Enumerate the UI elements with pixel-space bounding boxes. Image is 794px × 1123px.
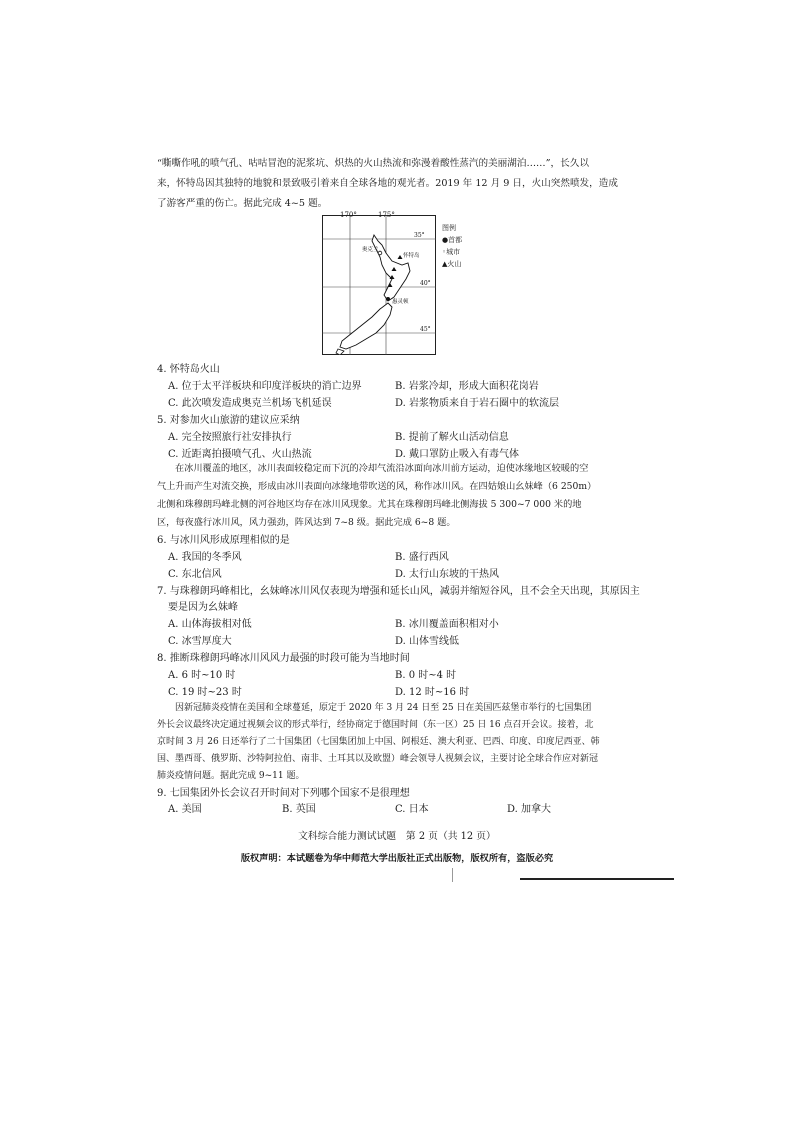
question-7-stem-line1: 7. 与珠穆朗玛峰相比，幺妹峰冰川风仅表现为增强和延长山风，减弱并缩短谷风，且不会全天出现，其原因主 (157, 586, 640, 597)
passage-line: 北侧和珠穆朗玛峰北侧的河谷地区均存在冰川风现象。尤其在珠穆朗玛峰北侧海拔 5 300~7 000 米的地 (157, 499, 582, 510)
passage-line: 区，每夜盛行冰川风，风力强劲，阵风达到 7~8 级。据此完成 6~8 题。 (157, 517, 456, 528)
new-zealand-map (322, 215, 436, 355)
q5-option-d[interactable]: D. 戴口罩防止吸入有毒气体 (395, 449, 520, 460)
passage-line: “嘶嘶作吼的喷气孔、咕咕冒泡的泥浆坑、炽热的火山热流和弥漫着酸性蒸汽的美丽湖泊……”，长久以 (157, 158, 589, 169)
question-6-stem: 6. 与冰川风形成原理相似的是 (157, 535, 290, 546)
map-svg (322, 215, 436, 355)
legend-item-capital: ●首都 (442, 236, 463, 244)
map-legend (442, 222, 462, 270)
q6-option-b[interactable]: B. 盛行西风 (395, 552, 449, 563)
q4-option-a[interactable]: A. 位于太平洋板块和印度洋板块的消亡边界 (168, 381, 362, 392)
lon-label-170: 170° (340, 211, 357, 219)
passage-glacier-wind (157, 460, 639, 532)
q5-option-b[interactable]: B. 提前了解火山活动信息 (395, 432, 509, 443)
question-7-stem-line2: 要是因为幺妹峰 (168, 602, 238, 613)
passage-whakaari (157, 154, 639, 214)
wellington-capital-marker (386, 297, 390, 301)
scan-mark (452, 868, 453, 882)
scan-line-divider (520, 878, 674, 880)
q9-option-a[interactable]: A. 美国 (168, 804, 202, 815)
passage-line: 因新冠肺炎疫情在美国和全球蔓延，原定于 2020 年 3 月 24 日至 25 日在美国匹兹堡市举行的七国集团 (175, 703, 592, 713)
question-9-stem: 9. 七国集团外长会议召开时间对下列哪个国家不是很理想 (157, 788, 410, 799)
question-5-stem: 5. 对参加火山旅游的建议应采纳 (157, 415, 300, 426)
q7-option-d[interactable]: D. 山体雪线低 (395, 636, 460, 647)
passage-line: 国、墨西哥、俄罗斯、沙特阿拉伯、南非、土耳其以及欧盟）峰会领导人视频会议，主要讨论全球合作应对新冠 (157, 754, 599, 764)
q8-option-a[interactable]: A. 6 时~10 时 (168, 670, 236, 681)
legend-item-city: ◦城市 (442, 248, 461, 256)
q6-option-c[interactable]: C. 东北信风 (168, 569, 222, 580)
lat-label-35: 35° (414, 232, 425, 239)
passage-line: 肺炎疫情问题。据此完成 9~11 题。 (157, 771, 305, 781)
q8-option-c[interactable]: C. 19 时~23 时 (168, 687, 242, 698)
q4-option-d[interactable]: D. 岩浆物质来自于岩石圈中的软流层 (395, 398, 560, 409)
q4-option-c[interactable]: C. 此次喷发造成奥克兰机场飞机延误 (168, 398, 332, 409)
copyright-notice: 版权声明：本试题卷为华中师范大学出版社正式出版物，版权所有，盗版必究 (240, 853, 554, 864)
page-footer: 文科综合能力测试试题 第 2 页（共 12 页） (298, 831, 496, 842)
passage-line: 外长会议最终决定通过视频会议的形式举行，经协商定于德国时间（东一区）25 日 16 点召开会议。接着，北 (157, 720, 594, 730)
map-label-white-island: 怀特岛 (403, 253, 420, 259)
legend-title: 图例 (442, 224, 456, 232)
question-4-stem: 4. 怀特岛火山 (157, 364, 220, 375)
auckland-city-marker (378, 251, 382, 255)
q4-option-b[interactable]: B. 岩浆冷却，形成大面积花岗岩 (395, 381, 539, 392)
q7-option-a[interactable]: A. 山体海拔相对低 (168, 619, 252, 630)
q5-option-c[interactable]: C. 近距离拍摄喷气孔、火山热流 (168, 449, 312, 460)
lon-label-175: 175° (378, 211, 395, 219)
legend-item-volcano: ▲火山 (442, 260, 462, 268)
q8-option-d[interactable]: D. 12 时~16 时 (395, 687, 470, 698)
q8-option-b[interactable]: B. 0 时~4 时 (395, 670, 457, 681)
q7-option-b[interactable]: B. 冰川覆盖面积相对小 (395, 619, 499, 630)
passage-line: 在冰川覆盖的地区，冰川表面较稳定而下沉的冷却气流沿冰面向冰川前方运动，迫使冰缘地区较暖的空 (175, 463, 589, 474)
volcano-symbol-icon: ▲ (442, 260, 448, 268)
q6-option-a[interactable]: A. 我国的冬季风 (168, 552, 242, 563)
question-8-stem: 8. 推断珠穆朗玛峰冰川风风力最强的时段可能为当地时间 (157, 653, 410, 664)
map-label-auckland: 奥克兰 (362, 247, 379, 253)
passage-line: 京时间 3 月 26 日还举行了二十国集团（七国集团加上中国、阿根廷、澳大利亚、巴西、印度、印度尼西亚、韩 (157, 737, 600, 747)
q5-option-a[interactable]: A. 完全按照旅行社安排执行 (168, 432, 292, 443)
q9-option-d[interactable]: D. 加拿大 (507, 804, 552, 815)
q9-option-c[interactable]: C. 日本 (395, 804, 429, 815)
passage-g7-meeting (157, 700, 639, 785)
q7-option-c[interactable]: C. 冰雪厚度大 (168, 636, 232, 647)
capital-symbol-icon: ● (442, 236, 449, 244)
map-label-wellington: 惠灵顿 (392, 299, 409, 305)
passage-line: 了游客严重的伤亡。据此完成 4~5 题。 (157, 198, 328, 209)
passage-line: 气上升而产生对流交换，形成由冰川表面向冰缘地带吹送的风，称作冰川风。在四姑娘山幺妹峰（6 250m） (157, 481, 597, 492)
q6-option-d[interactable]: D. 太行山东坡的干热风 (395, 569, 500, 580)
passage-line: 来，怀特岛因其独特的地貌和景致吸引着来自全球各地的观光者。2019 年 12 月 9 日，火山突然喷发，造成 (157, 178, 618, 189)
city-symbol-icon: ◦ (442, 248, 447, 256)
lat-label-45: 45° (420, 326, 431, 333)
q9-option-b[interactable]: B. 英国 (282, 804, 316, 815)
lat-label-40: 40° (420, 280, 431, 287)
